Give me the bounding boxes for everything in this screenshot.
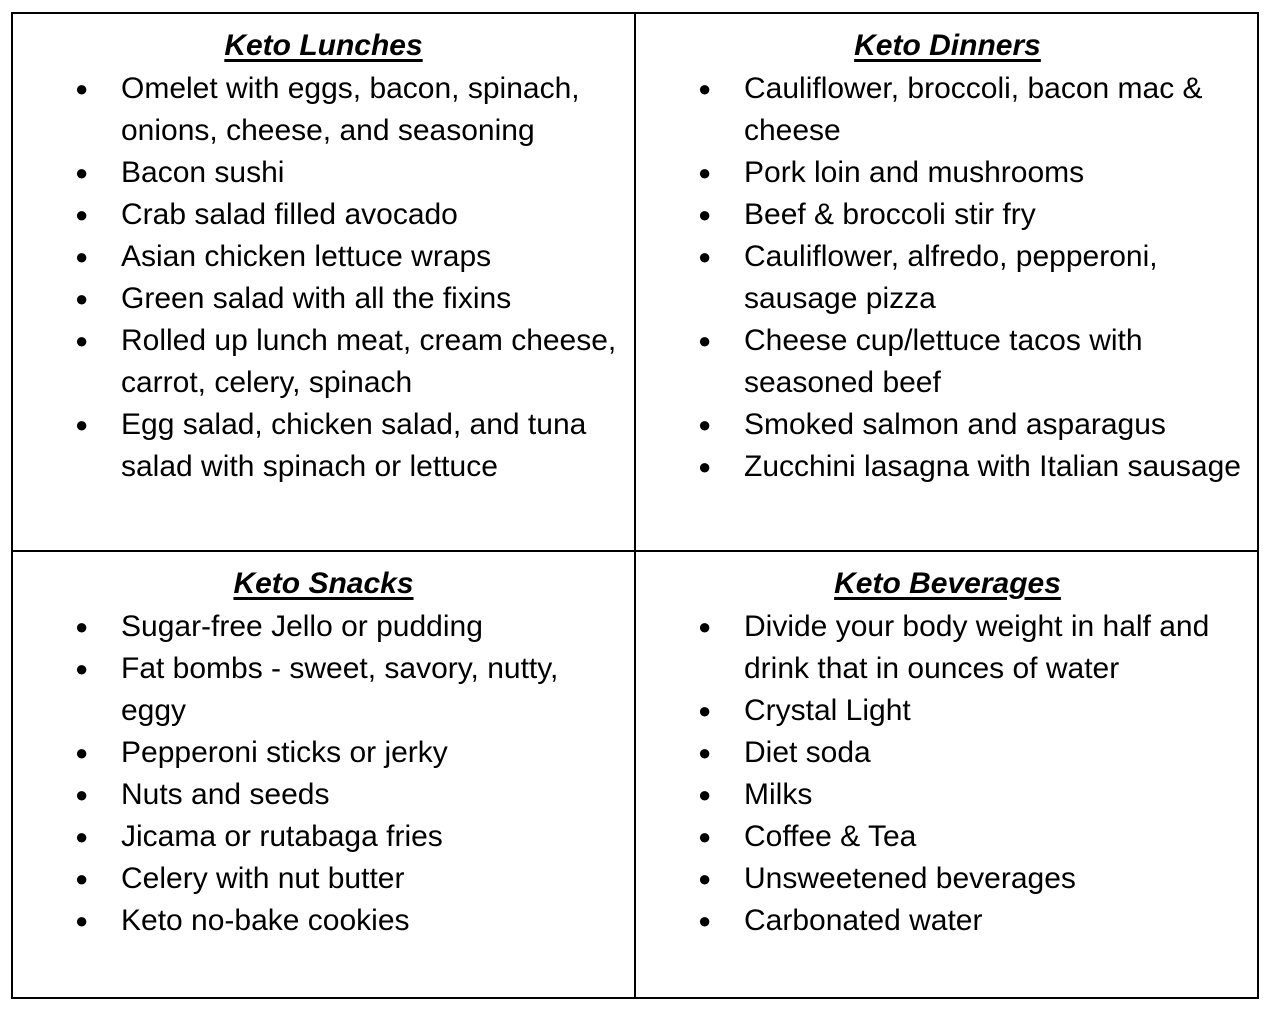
- item-text: Cauliflower, broccoli, bacon mac & cheese: [744, 72, 1203, 147]
- list-item: [13, 858, 634, 900]
- list-item: [636, 446, 1259, 488]
- list-item: [636, 690, 1259, 732]
- bullet-icon: ●: [75, 866, 89, 891]
- item-list: [13, 68, 634, 488]
- bullet-icon: ●: [75, 412, 89, 437]
- list-item: [13, 774, 634, 816]
- item-text: Celery with nut butter: [121, 862, 405, 895]
- cell-keto-snacks: [13, 552, 636, 999]
- item-text: Crystal Light: [744, 694, 911, 727]
- cell-keto-dinners: [636, 14, 1259, 552]
- list-item: [13, 816, 634, 858]
- section-title: Keto Snacks: [233, 567, 414, 600]
- bullet-icon: ●: [698, 328, 712, 353]
- bullet-icon: ●: [698, 614, 712, 639]
- list-item: [13, 194, 634, 236]
- list-item: [13, 320, 634, 404]
- list-item: [13, 606, 634, 648]
- bullet-icon: ●: [698, 782, 712, 807]
- item-text: Milks: [744, 778, 813, 811]
- item-text: Beef & broccoli stir fry: [744, 198, 1036, 231]
- bullet-icon: ●: [75, 328, 89, 353]
- item-text: Egg salad, chicken salad, and tuna salad with spinach or lettuce: [121, 408, 587, 483]
- bullet-icon: ●: [698, 412, 712, 437]
- item-text: Pork loin and mushrooms: [744, 156, 1085, 189]
- item-text: Cheese cup/lettuce tacos with seasoned beef: [744, 324, 1143, 399]
- item-text: Bacon sushi: [121, 156, 285, 189]
- list-item: [636, 732, 1259, 774]
- item-text: Cauliflower, alfredo, pepperoni, sausage pizza: [744, 240, 1158, 315]
- item-text: Rolled up lunch meat, cream cheese, carrot, celery, spinach: [121, 324, 617, 399]
- item-list: [636, 606, 1259, 942]
- item-list: [13, 606, 634, 942]
- bullet-icon: ●: [698, 740, 712, 765]
- keto-food-table: [11, 12, 1259, 999]
- item-list: [636, 68, 1259, 488]
- bullet-icon: ●: [75, 782, 89, 807]
- bullet-icon: ●: [698, 76, 712, 101]
- list-item: [13, 404, 634, 488]
- bullet-icon: ●: [75, 824, 89, 849]
- item-text: Asian chicken lettuce wraps: [121, 240, 492, 273]
- bullet-icon: ●: [75, 202, 89, 227]
- list-item: [636, 774, 1259, 816]
- bullet-icon: ●: [75, 656, 89, 681]
- section-title: Keto Dinners: [854, 29, 1041, 62]
- list-item: [13, 152, 634, 194]
- bullet-icon: ●: [698, 866, 712, 891]
- bullet-icon: ●: [75, 740, 89, 765]
- item-text: Pepperoni sticks or jerky: [121, 736, 448, 769]
- item-text: Keto no-bake cookies: [121, 904, 410, 937]
- list-item: [636, 900, 1259, 942]
- bullet-icon: ●: [75, 76, 89, 101]
- list-item: [636, 194, 1259, 236]
- list-item: [636, 816, 1259, 858]
- list-item: [13, 278, 634, 320]
- item-text: Unsweetened beverages: [744, 862, 1076, 895]
- bullet-icon: ●: [698, 160, 712, 185]
- list-item: [636, 68, 1259, 152]
- bullet-icon: ●: [698, 202, 712, 227]
- list-item: [13, 68, 634, 152]
- bullet-icon: ●: [698, 454, 712, 479]
- bullet-icon: ●: [75, 286, 89, 311]
- item-text: Coffee & Tea: [744, 820, 917, 853]
- item-text: Sugar-free Jello or pudding: [121, 610, 483, 643]
- item-text: Diet soda: [744, 736, 871, 769]
- item-text: Jicama or rutabaga fries: [121, 820, 443, 853]
- bullet-icon: ●: [75, 614, 89, 639]
- item-text: Smoked salmon and asparagus: [744, 408, 1166, 441]
- bullet-icon: ●: [698, 908, 712, 933]
- bullet-icon: ●: [698, 698, 712, 723]
- item-text: Carbonated water: [744, 904, 983, 937]
- item-text: Fat bombs - sweet, savory, nutty, eggy: [121, 652, 559, 727]
- item-text: Divide your body weight in half and drink that in ounces of water: [744, 610, 1210, 685]
- cell-keto-beverages: [636, 552, 1259, 999]
- list-item: [636, 152, 1259, 194]
- cell-keto-lunches: [13, 14, 636, 552]
- list-item: [13, 236, 634, 278]
- section-title: Keto Beverages: [834, 567, 1061, 600]
- list-item: [636, 858, 1259, 900]
- item-text: Omelet with eggs, bacon, spinach, onions, cheese, and seasoning: [121, 72, 580, 147]
- list-item: [636, 320, 1259, 404]
- list-item: [636, 404, 1259, 446]
- list-item: [636, 606, 1259, 690]
- item-text: Nuts and seeds: [121, 778, 330, 811]
- item-text: Zucchini lasagna with Italian sausage: [744, 450, 1241, 483]
- bullet-icon: ●: [75, 244, 89, 269]
- bullet-icon: ●: [75, 908, 89, 933]
- list-item: [636, 236, 1259, 320]
- list-item: [13, 648, 634, 732]
- item-text: Green salad with all the fixins: [121, 282, 512, 315]
- bullet-icon: ●: [698, 244, 712, 269]
- bullet-icon: ●: [698, 824, 712, 849]
- section-title: Keto Lunches: [224, 29, 423, 62]
- list-item: [13, 900, 634, 942]
- list-item: [13, 732, 634, 774]
- item-text: Crab salad filled avocado: [121, 198, 458, 231]
- bullet-icon: ●: [75, 160, 89, 185]
